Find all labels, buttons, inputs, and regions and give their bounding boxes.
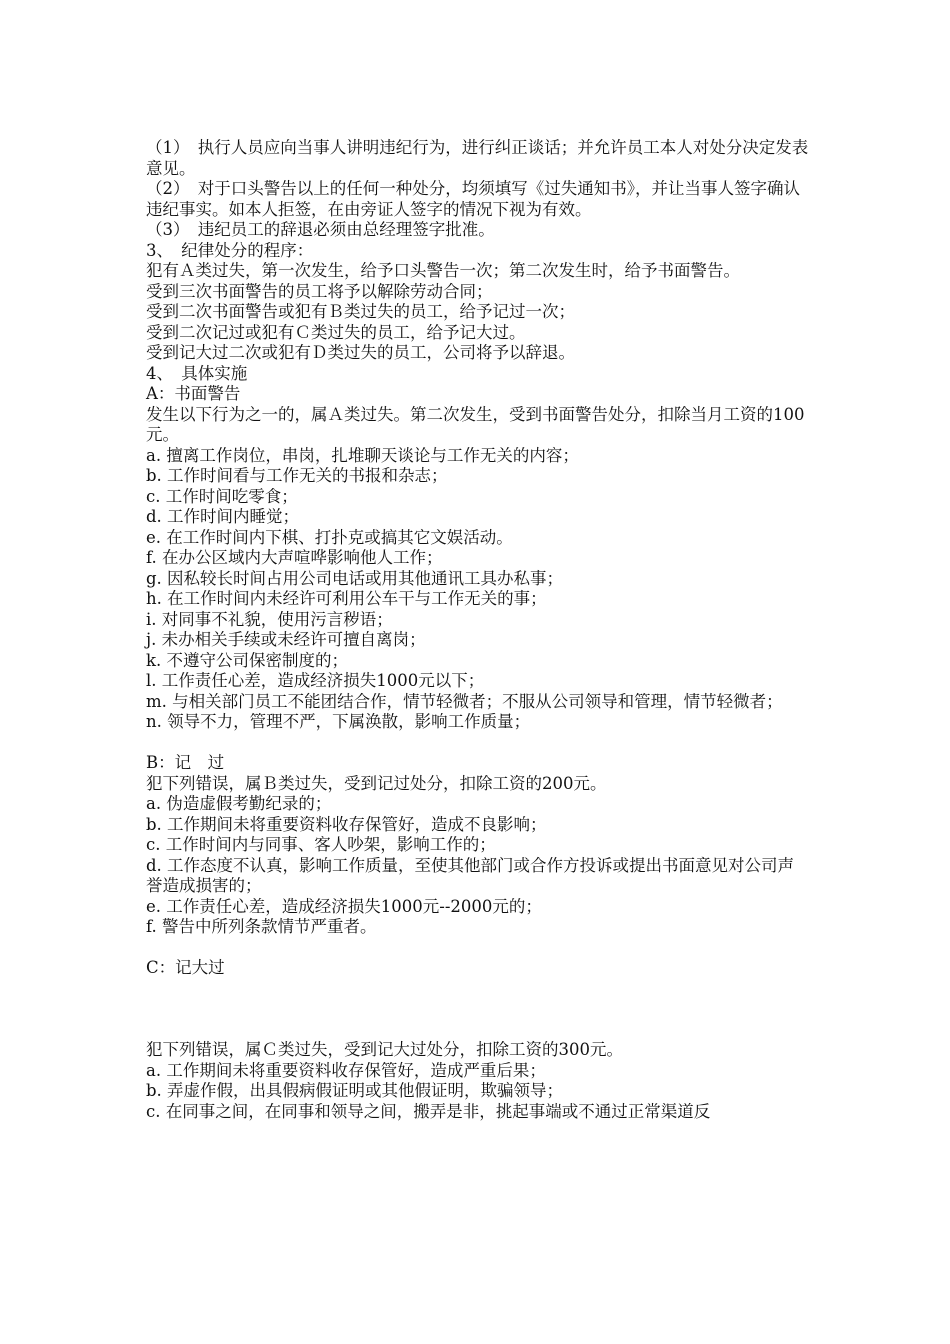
section-3-paragraph: 受到三次书面警告的员工将予以解除劳动合同；: [146, 281, 493, 301]
section-c-intro: 犯下列错误，属Ｃ类过失，受到记大过处分，扣除工资的300元。: [146, 1040, 623, 1059]
spacer: [146, 938, 810, 959]
spacer: [146, 979, 810, 1020]
section-3-paragraph: 受到二次书面警告或犯有Ｂ类过失的员工，给予记过一次；: [146, 302, 575, 321]
section-a-item: a. 擅离工作岗位，串岗，扎堆聊天谈论与工作无关的内容；: [146, 445, 579, 465]
procedure-item-1: （1） 执行人员应向当事人讲明违纪行为，进行纠正谈话；并允许员工本人对处分决定发表意见。: [146, 138, 809, 178]
section-3-paragraph: 受到二次记过或犯有Ｃ类过失的员工，给予记大过。: [146, 322, 526, 342]
section-c-item: a. 工作期间未将重要资料收存保管好，造成严重后果；: [146, 1060, 546, 1080]
section-a-item: l. 工作责任心差，造成经济损失1000元以下；: [146, 671, 485, 690]
section-a-item: n. 领导不力，管理不严，下属涣散，影响工作质量；: [146, 712, 531, 731]
section-a-intro: 发生以下行为之一的，属Ａ类过失。第二次发生，受到书面警告处分，扣除当月工资的100元。: [146, 404, 805, 444]
section-c-heading: C：记大过: [146, 958, 225, 977]
section-a-heading: A：书面警告: [146, 384, 241, 403]
document-page: [146, 138, 810, 1122]
section-a-item: k. 不遵守公司保密制度的；: [146, 650, 348, 670]
section-a-item: j. 未办相关手续或未经许可擅自离岗；: [146, 630, 426, 649]
section-a-item: g. 因私较长时间占用公司电话或用其他通讯工具办私事；: [146, 568, 564, 588]
section-b-item: e. 工作责任心差，造成经济损失1000元--2000元的；: [146, 896, 542, 916]
section-4-heading: 4、 具体实施: [146, 363, 248, 383]
section-3-heading: 3、 纪律处分的程序：: [146, 240, 314, 260]
section-b-intro: 犯下列错误，属Ｂ类过失，受到记过处分，扣除工资的200元。: [146, 773, 607, 793]
section-b-item: f. 警告中所列条款情节严重者。: [146, 917, 377, 936]
section-a-item: c. 工作时间吃零食；: [146, 486, 298, 506]
section-c-item: c. 在同事之间，在同事和领导之间，搬弄是非，挑起事端或不通过正常渠道反: [146, 1101, 711, 1121]
section-c-item: b. 弄虚作假，出具假病假证明或其他假证明，欺骗领导；: [146, 1081, 564, 1100]
section-3-paragraph: 犯有Ａ类过失，第一次发生，给予口头警告一次；第二次发生时，给予书面警告。: [146, 261, 740, 280]
spacer: [146, 733, 810, 754]
section-b-item: b. 工作期间未将重要资料收存保管好，造成不良影响；: [146, 814, 547, 834]
section-a-item: e. 在工作时间内下棋、打扑克或搞其它文娱活动。: [146, 527, 513, 547]
section-a-item: m. 与相关部门员工不能团结合作，情节轻微者；不服从公司领导和管理，情节轻微者；: [146, 691, 783, 711]
section-b-item: d. 工作态度不认真，影响工作质量，至使其他部门或合作方投诉或提出书面意见对公司声誉造成损害的；: [146, 855, 795, 895]
section-a-item: h. 在工作时间内未经许可利用公车干与工作无关的事；: [146, 589, 547, 608]
section-a-item: i. 对同事不礼貌，使用污言秽语；: [146, 609, 393, 629]
section-b-item: a. 伪造虚假考勤纪录的；: [146, 794, 332, 813]
spacer: [146, 1020, 810, 1041]
section-a-item: d. 工作时间内睡觉；: [146, 507, 300, 526]
section-3-paragraph: 受到记大过二次或犯有Ｄ类过失的员工，公司将予以辞退。: [146, 343, 575, 362]
section-b-item: c. 工作时间内与同事、客人吵架，影响工作的；: [146, 835, 496, 854]
procedure-item-3: （3） 违纪员工的辞退必须由总经理签字批准。: [146, 220, 495, 239]
section-a-item: b. 工作时间看与工作无关的书报和杂志；: [146, 466, 448, 485]
section-a-item: f. 在办公区域内大声喧哗影响他人工作；: [146, 548, 443, 567]
section-b-heading: B：记 过: [146, 753, 225, 772]
procedure-item-2: （2） 对于口头警告以上的任何一种处分，均须填写《过失通知书》，并让当事人签字确认违纪事实。如本人拒签，在由旁证人签字的情况下视为有效。: [146, 179, 800, 219]
